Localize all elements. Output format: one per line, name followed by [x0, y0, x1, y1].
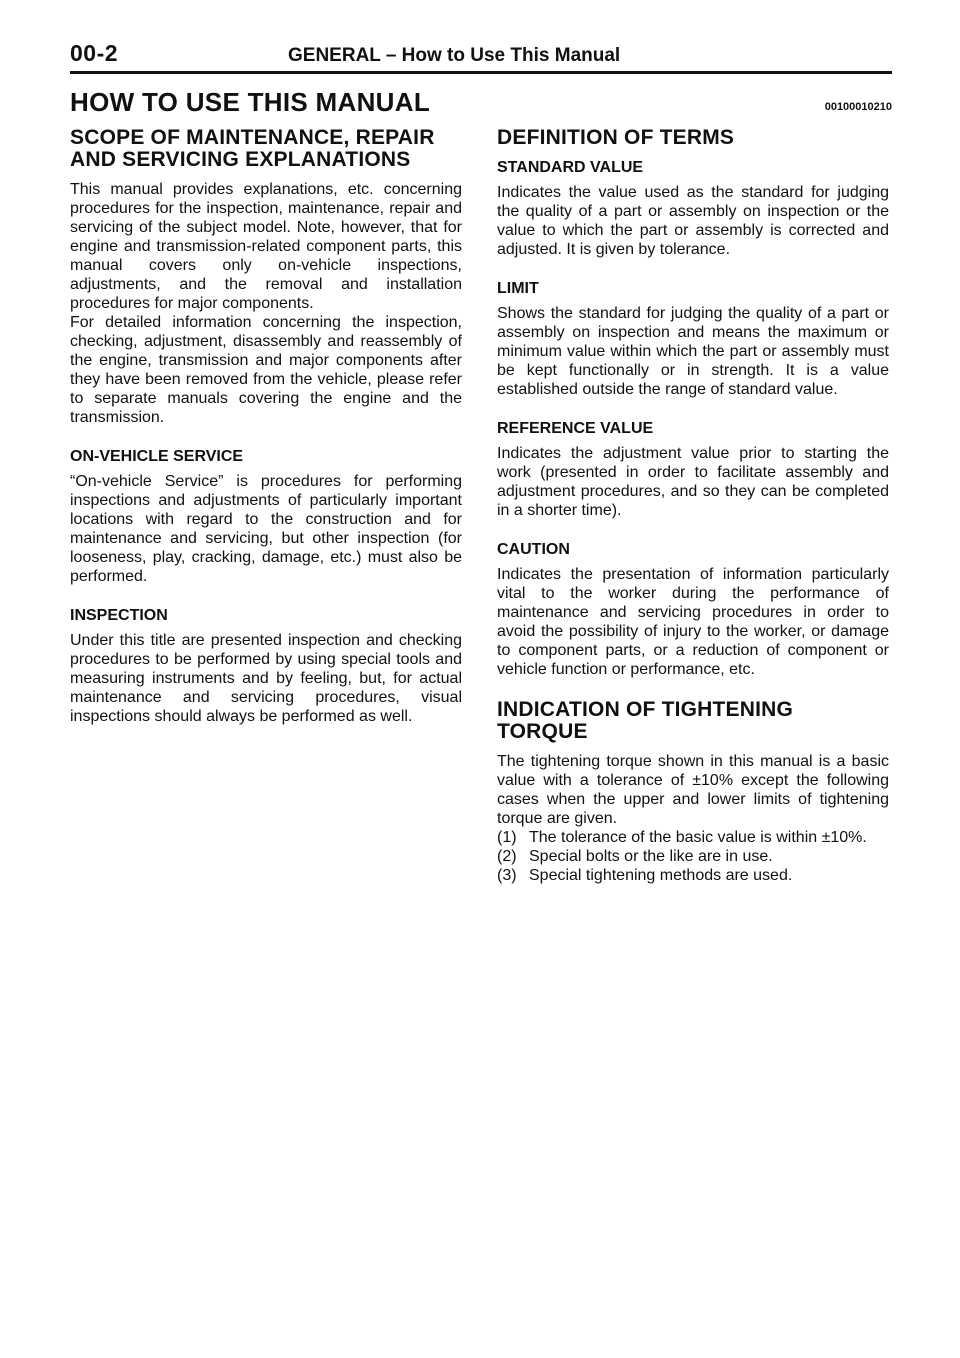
list-item-text: Special bolts or the like are in use.: [529, 848, 773, 865]
on-vehicle-heading: ON-VEHICLE SERVICE: [70, 448, 244, 465]
torque-heading: INDICATION OF TIGHTENING TORQUE: [497, 698, 794, 743]
list-item: [497, 866, 889, 885]
left-column: [70, 127, 462, 746]
list-item-number: (1): [497, 829, 517, 846]
inspection-text: Under this title are presented inspection and checking procedures to be performed by using special tools and measuring instruments and by feeling, but, for actual maintenance and servicing procedures, visual inspections should always be performed as well.: [70, 632, 462, 725]
scope-heading: [70, 127, 462, 171]
on-vehicle-text: “On-vehicle Service” is procedures for performing inspections and adjustments of particularly important locations with regard to the construction and for maintenance and servicing, but other inspection (for looseness, play, cracking, damage, etc.) must also be performed.: [70, 473, 462, 585]
caution-heading: CAUTION: [497, 541, 570, 558]
limit-section: [497, 279, 889, 399]
reference-value-text: Indicates the adjustment value prior to starting the work (presented in order to facilitate assembly and adjustment procedures, and so they can be completed in a shorter time).: [497, 445, 889, 519]
torque-intro: The tightening torque shown in this manual is a basic value with a tolerance of ±10% except the following cases when the upper and lower limits of tightening torque are given.: [497, 753, 889, 827]
list-item-number: (2): [497, 848, 517, 865]
inspection-section: [70, 606, 462, 726]
caution-section: [497, 540, 889, 679]
caution-text: Indicates the presentation of information particularly vital to the worker during the performance of maintenance and servicing procedures in order to avoid the possibility of injury to the worker, or damage to component parts, or a reduction of component or vehicle function or performance, etc.: [497, 566, 889, 678]
list-item: [497, 828, 889, 847]
limit-text: Shows the standard for judging the quality of a part or assembly on inspection and means the maximum or minimum value within which the part or assembly must be kept functionally or in strength. It is a value established outside the range of standard value.: [497, 305, 889, 398]
document-code: 00100010210: [824, 101, 892, 113]
standard-value-heading: STANDARD VALUE: [497, 159, 644, 176]
list-item-text: Special tightening methods are used.: [529, 867, 793, 884]
scope-paragraph-1: This manual provides explanations, etc. concerning procedures for the inspection, maintenance, repair and servicing of the subject model. Note, however, that for engine and transmission-related component parts, this manual covers only on-vehicle inspections, adjustments, and the removal and installation procedures for major components.: [70, 181, 462, 312]
scope-section: [70, 127, 462, 427]
page-title: HOW TO USE THIS MANUAL: [70, 87, 430, 117]
scope-paragraph-2: For detailed information concerning the inspection, checking, adjustment, disassembly and reassembly of the engine, transmission and major components after they have been removed from the vehicle, please refer to separate manuals covering the engine and the transmission.: [70, 314, 462, 426]
limit-heading: LIMIT: [497, 280, 539, 297]
scope-heading-line1: SCOPE OF MAINTENANCE, REPAIR: [70, 126, 435, 149]
reference-value-heading: REFERENCE VALUE: [497, 420, 654, 437]
reference-value-section: [497, 419, 889, 520]
inspection-heading: INSPECTION: [70, 607, 168, 624]
scope-heading-line2: AND SERVICING EXPLANATIONS: [70, 148, 411, 171]
running-head: GENERAL – How to Use This Manual: [288, 45, 621, 66]
on-vehicle-section: [70, 447, 462, 586]
right-column: [497, 127, 889, 905]
list-item: [497, 847, 889, 866]
standard-value-text: Indicates the value used as the standard for judging the quality of a part or assembly on inspection or the value to which the part or assembly is corrected and adjusted. It is given by tolerance.: [497, 184, 889, 258]
torque-section: [497, 699, 889, 885]
torque-list: [497, 828, 889, 885]
list-item-number: (3): [497, 867, 517, 884]
page-number: 00-2: [70, 40, 119, 66]
list-item-text: The tolerance of the basic value is within ±10%.: [529, 829, 867, 846]
standard-value-section: [497, 158, 889, 259]
header-rule: [70, 71, 892, 74]
definitions-heading: DEFINITION OF TERMS: [497, 126, 735, 149]
